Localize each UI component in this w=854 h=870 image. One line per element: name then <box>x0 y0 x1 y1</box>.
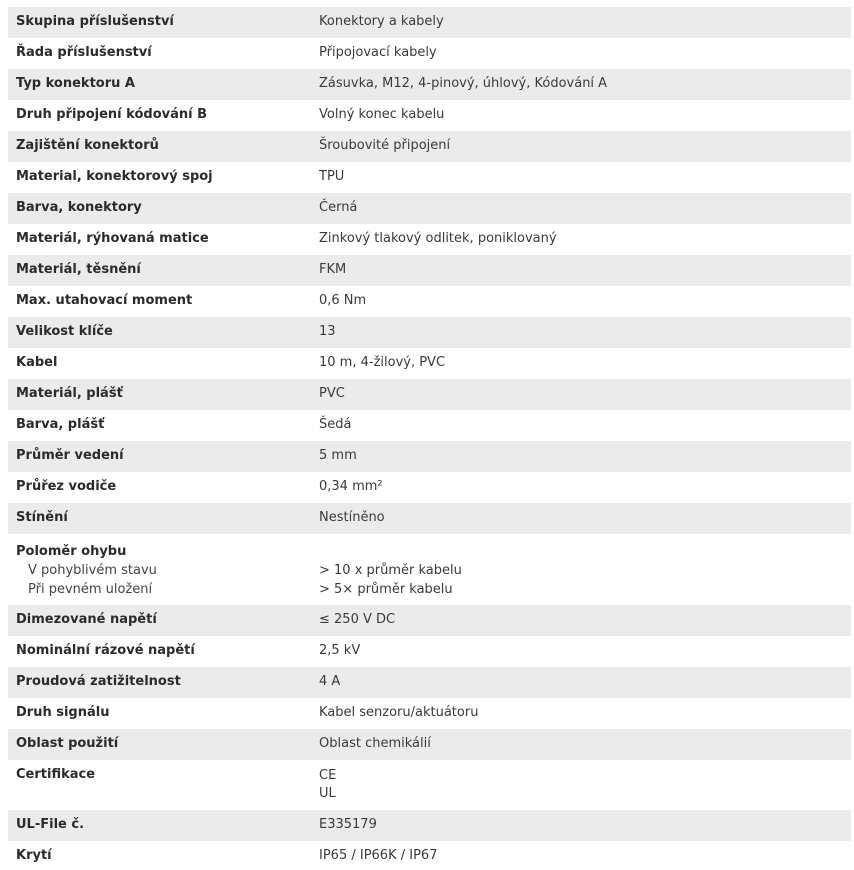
spec-value: Volný konec kabelu <box>319 107 445 122</box>
spec-value: > 10 x průměr kabelu <box>319 563 462 578</box>
spec-row <box>8 410 851 441</box>
spec-label: Řada příslušenství <box>16 45 152 60</box>
spec-row <box>8 472 851 503</box>
spec-value: TPU <box>319 169 345 184</box>
spec-row <box>8 698 851 729</box>
spec-value: IP65 / IP66K / IP67 <box>319 848 438 863</box>
spec-label: Druh signálu <box>16 705 110 720</box>
spec-row-certification <box>8 760 851 810</box>
spec-row <box>8 317 851 348</box>
spec-row <box>8 69 851 100</box>
spec-label: Krytí <box>16 848 52 863</box>
spec-row <box>8 286 851 317</box>
spec-row <box>8 503 851 534</box>
spec-label: Dimezované napětí <box>16 612 157 627</box>
spec-value: 0,34 mm² <box>319 479 383 494</box>
spec-value: 2,5 kV <box>319 643 361 658</box>
spec-row <box>8 193 851 224</box>
spec-label: Velikost klíče <box>16 324 113 339</box>
spec-row <box>8 348 851 379</box>
spec-value: 4 A <box>319 674 341 689</box>
spec-label: Zajištění konektorů <box>16 138 159 153</box>
spec-label: Materiál, plášť <box>16 386 123 401</box>
spec-value: Připojovací kabely <box>319 45 437 60</box>
spec-row <box>8 131 851 162</box>
spec-label: Barva, plášť <box>16 417 105 432</box>
spec-row <box>8 224 851 255</box>
spec-value: UL <box>319 786 336 801</box>
spec-value: PVC <box>319 386 345 401</box>
spec-label: Material, konektorový spoj <box>16 169 213 184</box>
spec-label: Skupina příslušenství <box>16 14 174 29</box>
spec-value: ≤ 250 V DC <box>319 612 396 627</box>
spec-label: Materiál, těsnění <box>16 262 141 277</box>
spec-row <box>8 729 851 760</box>
spec-row <box>8 605 851 636</box>
spec-row <box>8 7 851 38</box>
spec-row <box>8 100 851 131</box>
spec-row <box>8 636 851 667</box>
spec-value: CE <box>319 768 337 783</box>
spec-table <box>8 7 851 870</box>
spec-value: 0,6 Nm <box>319 293 367 308</box>
spec-value: 13 <box>319 324 336 339</box>
spec-label: Poloměr ohybu <box>16 544 127 559</box>
spec-label: Typ konektoru A <box>16 76 135 91</box>
spec-value: FKM <box>319 262 347 277</box>
spec-label: Barva, konektory <box>16 200 142 215</box>
spec-row <box>8 379 851 410</box>
spec-value: 10 m, 4-žilový, PVC <box>319 355 446 370</box>
spec-label: Průměr vedení <box>16 448 124 463</box>
spec-value: > 5× průměr kabelu <box>319 582 453 597</box>
spec-label: UL-File č. <box>16 817 85 832</box>
spec-value: Konektory a kabely <box>319 14 444 29</box>
spec-value: Černá <box>319 200 358 215</box>
spec-sublabel: V pohyblivém stavu <box>28 563 157 578</box>
spec-row <box>8 841 851 870</box>
spec-value: Kabel senzoru/aktuátoru <box>319 705 479 720</box>
spec-label: Průřez vodiče <box>16 479 117 494</box>
spec-label: Nominální rázové napětí <box>16 643 195 658</box>
spec-row <box>8 810 851 841</box>
spec-value: Zásuvka, M12, 4-pinový, úhlový, Kódování A <box>319 76 608 91</box>
spec-row <box>8 441 851 472</box>
spec-label: Proudová zatižitelnost <box>16 674 181 689</box>
spec-label: Oblast použití <box>16 736 119 751</box>
spec-sublabel: Při pevném uložení <box>28 582 153 597</box>
spec-row <box>8 255 851 286</box>
spec-row <box>8 38 851 69</box>
spec-value: Šedá <box>319 417 352 432</box>
spec-row <box>8 162 851 193</box>
spec-value: Zinkový tlakový odlitek, poniklovaný <box>319 231 557 246</box>
spec-value: Oblast chemikálií <box>319 736 431 751</box>
spec-row-bend-radius <box>8 534 851 605</box>
spec-label: Certifikace <box>16 767 96 782</box>
spec-label: Materiál, rýhovaná matice <box>16 231 209 246</box>
spec-value: E335179 <box>319 817 377 832</box>
spec-label: Max. utahovací moment <box>16 293 193 308</box>
spec-label: Kabel <box>16 355 58 370</box>
spec-value: Šroubovité připojení <box>319 138 451 153</box>
spec-label: Stínění <box>16 510 68 525</box>
spec-value: Nestíněno <box>319 510 385 525</box>
spec-value: 5 mm <box>319 448 357 463</box>
spec-label: Druh připojení kódování B <box>16 107 208 122</box>
spec-row <box>8 667 851 698</box>
